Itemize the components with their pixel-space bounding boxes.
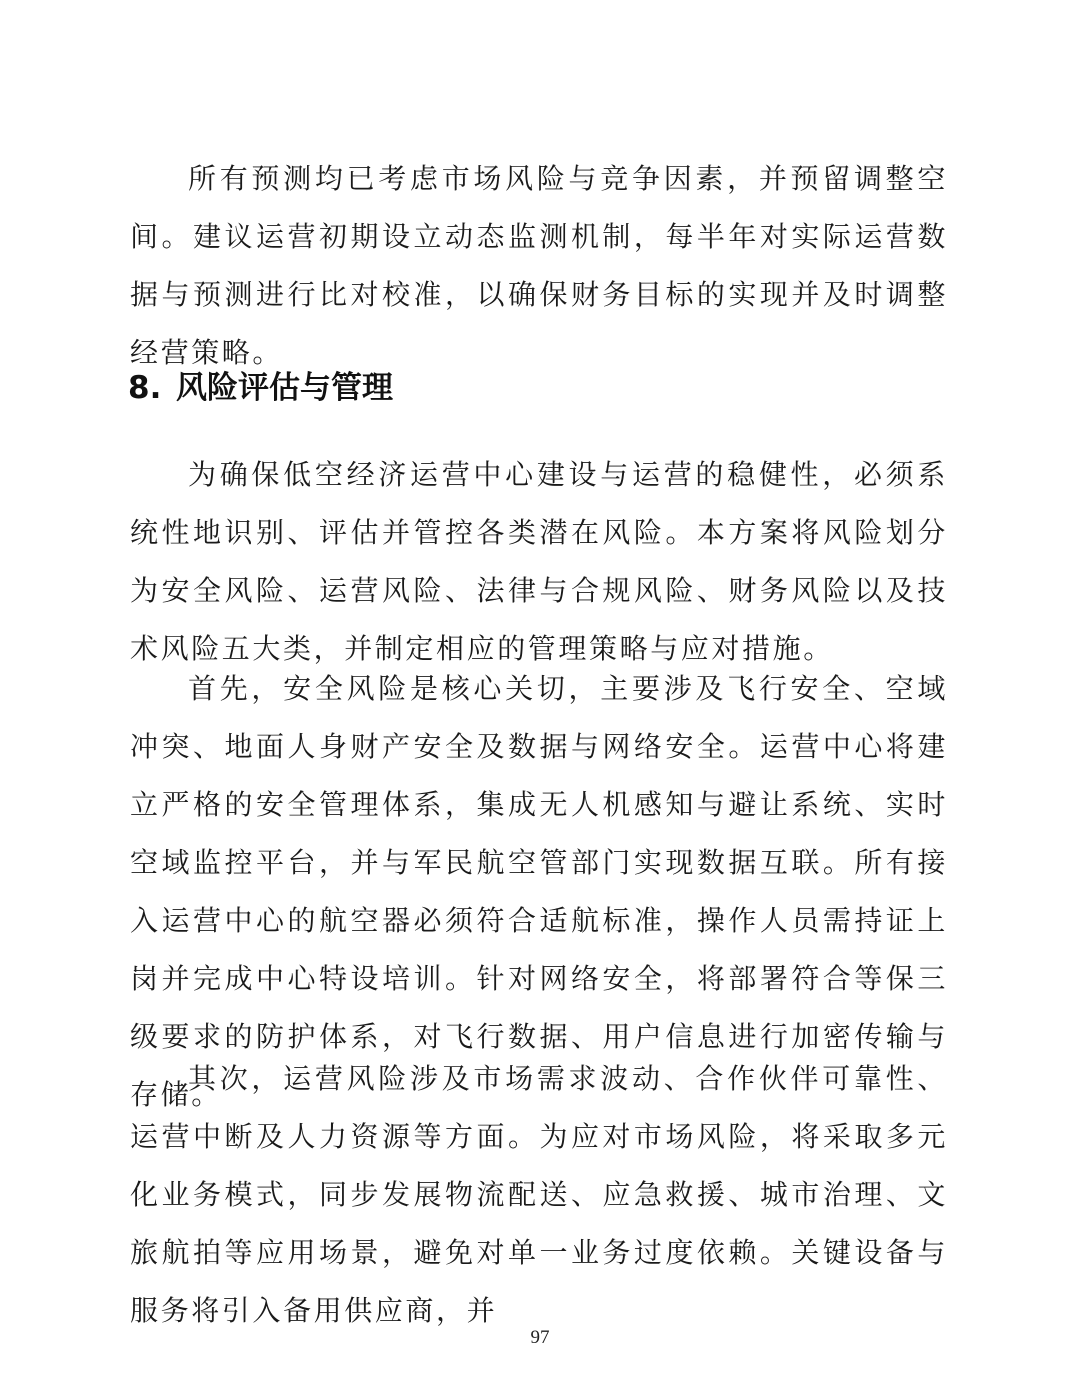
section-number: 8. bbox=[128, 370, 162, 406]
page-number: 97 bbox=[530, 1327, 550, 1348]
section-heading bbox=[128, 360, 393, 416]
paragraph-risk-overview: 为确保低空经济运营中心建设与运营的稳健性，必须系统性地识别、评估并管控各类潜在风险。本方案将风险划分为安全风险、运营风险、法律与合规风险、财务风险以及技术风险五大类，并制定相应的管理策略与应对措施。 bbox=[130, 458, 948, 665]
paragraph-forecast-note: 所有预测均已考虑市场风险与竞争因素，并预留调整空间。建议运营初期设立动态监测机制，每半年对实际运营数据与预测进行比对校准，以确保财务目标的实现并及时调整经营策略。 bbox=[130, 162, 948, 369]
section-title: 风险评估与管理 bbox=[176, 370, 393, 406]
paragraph-operational-risk: 其次，运营风险涉及市场需求波动、合作伙伴可靠性、运营中断及人力资源等方面。为应对市场风险，将采取多元化业务模式，同步发展物流配送、应急救援、城市治理、文旅航拍等应用场景，避免对单一业务过度依赖。关键设备与服务将引入备用供应商，并 bbox=[130, 1062, 948, 1327]
paragraph-safety-risk: 首先，安全风险是核心关切，主要涉及飞行安全、空域冲突、地面人身财产安全及数据与网络安全。运营中心将建立严格的安全管理体系，集成无人机感知与避让系统、实时空域监控平台，并与军民航空管部门实现数据互联。所有接入运营中心的航空器必须符合适航标准，操作人员需持证上岗并完成中心特设培训。针对网络安全，将部署符合等保三级要求的防护体系，对飞行数据、用户信息进行加密传输与存储。 bbox=[130, 672, 948, 1111]
